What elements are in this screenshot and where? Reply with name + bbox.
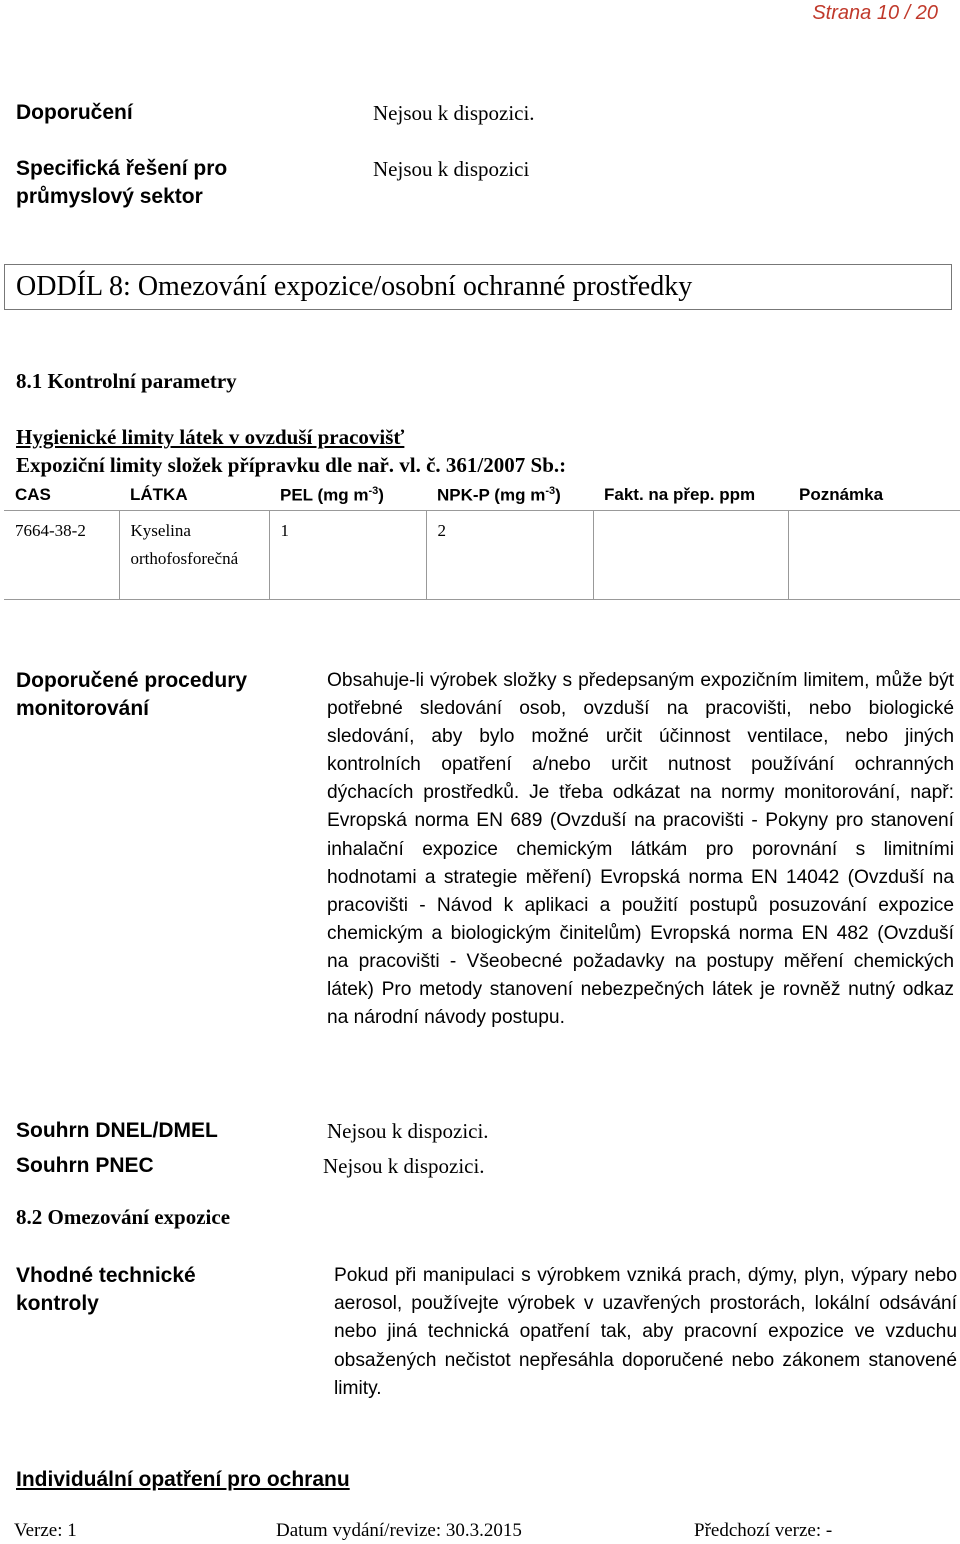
header-npk-sup: -3: [545, 484, 556, 497]
header-npk-close: ): [555, 485, 561, 505]
dnel-label: Souhrn DNEL/DMEL: [16, 1119, 218, 1142]
section-title: ODDÍL 8: Omezování expozice/osobní ochranné prostředky: [4, 264, 952, 310]
header-pel-text: PEL (mg m: [280, 485, 369, 505]
pnec-value: Nejsou k dispozici.: [323, 1154, 485, 1178]
hygiene-limits-subheading: Hygienické limity látek v ovzduší pracovišť: [16, 425, 405, 449]
monitoring-label: [16, 667, 247, 723]
recommendations-label: Doporučení: [16, 101, 133, 124]
industry-solutions-label: [16, 155, 227, 211]
footer-version: Verze: 1: [14, 1520, 77, 1541]
limits-table-header-row: [4, 480, 960, 511]
cell-factor: [593, 511, 788, 600]
monitoring-label-line1: Doporučené procedury: [16, 669, 248, 692]
header-pel-close: ): [378, 485, 384, 505]
cell-pel: 1: [269, 511, 426, 600]
exposure-limits-heading: Expoziční limity složek přípravku dle nař. vl. č. 361/2007 Sb.:: [16, 453, 567, 477]
cell-cas: 7664-38-2: [4, 511, 119, 600]
individual-protection-heading: Individuální opatření pro ochranu: [16, 1468, 350, 1491]
cell-substance-line1: Kyselina: [130, 521, 191, 540]
table-row: [4, 511, 960, 600]
cell-note: [788, 511, 960, 600]
footer-issue-date: Datum vydání/revize: 30.3.2015: [276, 1520, 522, 1541]
footer-previous-version: Předchozí verze: -: [694, 1520, 833, 1541]
industry-solutions-value: Nejsou k dispozici: [373, 157, 530, 181]
control-params-heading: 8.1 Kontrolní parametry: [16, 369, 237, 393]
header-factor: Fakt. na přep. ppm: [604, 485, 756, 504]
cell-substance-line2: orthofosforečná: [130, 549, 239, 568]
header-pel: [269, 480, 426, 511]
page-number: Strana 10 / 20: [812, 2, 938, 24]
header-substance: LÁTKA: [130, 485, 188, 504]
header-cas: CAS: [15, 485, 51, 504]
cell-substance: [119, 511, 269, 600]
pnec-label: Souhrn PNEC: [16, 1154, 154, 1177]
technical-controls-label-line1: Vhodné technické: [16, 1264, 196, 1287]
header-note: Poznámka: [799, 485, 884, 504]
technical-controls-label-line2: kontroly: [16, 1292, 99, 1315]
monitoring-text: Obsahuje-li výrobek složky s předepsaným expozičním limitem, může být potřebné sledování osob, ovzduší na pracovišti, nebo biologické sledování, aby bylo možné určit účinnost ventilace, nebo jiných kontrolních opatření a/nebo určit nutnost používání ochranných dýchacích prostředků. Je třeba odkázat na normy monitorování, např: Evropská norma EN 689 (Ovzduší na pracovišti - Pokyny pro stanovení inhalační expozice chemickým látkám pro porovnání s limitními hodnotami a strategie měření) Evropská norma EN 14042 (Ovzduší na pracovišti - Návod k aplikaci a použití postupů posuzování expozice chemickým a biologickým činitelům) Evropská norma EN 482 (Ovzduší na pracovišti - Všeobecné požadavky na postupy měření chemických látek) Pro metody stanovení nebezpečných látek je rovněž nutný odkaz na národní návody postupu.: [327, 670, 954, 1029]
recommendations-value: Nejsou k dispozici.: [373, 101, 535, 125]
technical-controls-label: [16, 1262, 196, 1318]
header-npk-text: NPK-P (mg m: [437, 485, 546, 505]
industry-solutions-label-line1: Specifická řešení pro: [16, 157, 228, 180]
exposure-controls-heading: 8.2 Omezování expozice: [16, 1205, 231, 1229]
technical-controls-text: Pokud při manipulaci s výrobkem vzniká prach, dýmy, plyn, výpary nebo aerosol, používejte výrobek v uzavřených prostorách, lokální odsávání nebo jiná technická opatření tak, aby pracovní expozice ve vzduchu obsažených nečistot nepřesáhla doporučené nebo zákonem stanovené limity.: [334, 1265, 957, 1399]
dnel-value: Nejsou k dispozici.: [327, 1119, 489, 1143]
header-npk: [426, 480, 593, 511]
industry-solutions-label-line2: průmyslový sektor: [16, 185, 203, 208]
monitoring-label-line2: monitorování: [16, 697, 150, 720]
limits-table: [4, 480, 960, 600]
cell-npk: 2: [426, 511, 593, 600]
header-pel-sup: -3: [368, 484, 379, 497]
